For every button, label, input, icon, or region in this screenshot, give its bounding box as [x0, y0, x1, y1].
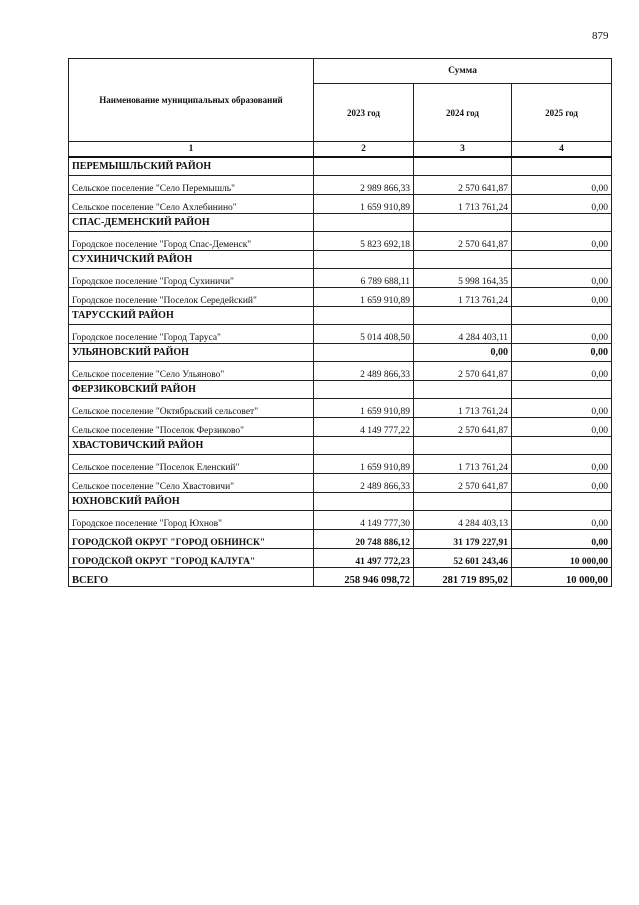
header-col-number: 2 — [314, 142, 414, 158]
cell-2025: 0,00 — [512, 362, 612, 381]
city-district-row — [69, 530, 612, 549]
cell-2025: 0,00 — [512, 195, 612, 214]
header-name-column: Наименование муниципальных образований — [69, 59, 314, 142]
cell-2024: 2 570 641,87 — [414, 176, 512, 195]
cell-2024: 2 570 641,87 — [414, 232, 512, 251]
table-body — [69, 157, 612, 587]
table-row — [69, 418, 612, 437]
cell-2025: 0,00 — [512, 511, 612, 530]
cell-2024: 4 284 403,13 — [414, 511, 512, 530]
cell-name: ХВАСТОВИЧСКИЙ РАЙОН — [69, 437, 314, 455]
cell-name: Сельское поселение "Село Ахлебинино" — [69, 195, 314, 214]
table-row — [69, 176, 612, 195]
district-header-row — [69, 214, 612, 232]
district-header-row — [69, 437, 612, 455]
cell-2023: 4 149 777,22 — [314, 418, 414, 437]
cell-name: ГОРОДСКОЙ ОКРУГ "ГОРОД КАЛУГА" — [69, 549, 314, 568]
cell-2025: 0,00 — [512, 288, 612, 307]
cell-2023 — [314, 437, 414, 455]
cell-2025: 10 000,00 — [512, 568, 612, 587]
cell-2025: 0,00 — [512, 232, 612, 251]
cell-name: Городское поселение "Город Спас-Деменск" — [69, 232, 314, 251]
cell-2023 — [314, 493, 414, 511]
cell-2025 — [512, 307, 612, 325]
header-col-number: 1 — [69, 142, 314, 158]
header-year-2024: 2024 год — [414, 84, 512, 142]
page-number: 879 — [592, 30, 609, 42]
cell-name: УЛЬЯНОВСКИЙ РАЙОН — [69, 344, 314, 362]
cell-2025 — [512, 493, 612, 511]
budget-table — [68, 58, 612, 587]
cell-name: Городское поселение "Город Юхнов" — [69, 511, 314, 530]
cell-2025: 0,00 — [512, 455, 612, 474]
header-sum: Сумма — [314, 59, 612, 84]
cell-2023 — [314, 307, 414, 325]
table-row — [69, 511, 612, 530]
cell-2023: 5 014 408,50 — [314, 325, 414, 344]
cell-2025: 0,00 — [512, 418, 612, 437]
cell-name: ТАРУССКИЙ РАЙОН — [69, 307, 314, 325]
cell-name: СУХИНИЧСКИЙ РАЙОН — [69, 251, 314, 269]
cell-name: Городское поселение "Город Таруса" — [69, 325, 314, 344]
cell-2025 — [512, 157, 612, 176]
cell-2024: 31 179 227,91 — [414, 530, 512, 549]
table-row — [69, 474, 612, 493]
cell-2024: 52 601 243,46 — [414, 549, 512, 568]
cell-2024: 1 713 761,24 — [414, 455, 512, 474]
cell-2025: 0,00 — [512, 474, 612, 493]
cell-2023: 2 489 866,33 — [314, 362, 414, 381]
cell-2023: 1 659 910,89 — [314, 455, 414, 474]
cell-2023 — [314, 381, 414, 399]
cell-name: ГОРОДСКОЙ ОКРУГ "ГОРОД ОБНИНСК" — [69, 530, 314, 549]
cell-name: Сельское поселение "Октябрьский сельсовет" — [69, 399, 314, 418]
district-header-row — [69, 344, 612, 362]
cell-2024: 0,00 — [414, 344, 512, 362]
district-header-row — [69, 251, 612, 269]
district-header-row — [69, 307, 612, 325]
cell-name: СПАС-ДЕМЕНСКИЙ РАЙОН — [69, 214, 314, 232]
cell-2025: 0,00 — [512, 530, 612, 549]
cell-2024: 281 719 895,02 — [414, 568, 512, 587]
cell-2023: 2 989 866,33 — [314, 176, 414, 195]
table-row — [69, 269, 612, 288]
cell-2023: 4 149 777,30 — [314, 511, 414, 530]
cell-2023 — [314, 214, 414, 232]
cell-2025: 0,00 — [512, 399, 612, 418]
cell-2023 — [314, 157, 414, 176]
table-row — [69, 288, 612, 307]
cell-2023 — [314, 344, 414, 362]
table-row — [69, 399, 612, 418]
cell-name: ВСЕГО — [69, 568, 314, 587]
cell-2024: 5 998 164,35 — [414, 269, 512, 288]
cell-2025 — [512, 381, 612, 399]
city-district-row — [69, 549, 612, 568]
cell-2024: 4 284 403,11 — [414, 325, 512, 344]
cell-2023: 5 823 692,18 — [314, 232, 414, 251]
cell-name: ФЕРЗИКОВСКИЙ РАЙОН — [69, 381, 314, 399]
cell-2024: 1 713 761,24 — [414, 399, 512, 418]
cell-2024 — [414, 307, 512, 325]
cell-name: Городское поселение "Поселок Середейский" — [69, 288, 314, 307]
district-header-row — [69, 381, 612, 399]
cell-2023: 20 748 886,12 — [314, 530, 414, 549]
cell-2023 — [314, 251, 414, 269]
cell-2025 — [512, 214, 612, 232]
cell-2024 — [414, 437, 512, 455]
cell-2024: 1 713 761,24 — [414, 288, 512, 307]
cell-name: Городское поселение "Город Сухиничи" — [69, 269, 314, 288]
cell-2024: 2 570 641,87 — [414, 362, 512, 381]
cell-name: ПЕРЕМЫШЛЬСКИЙ РАЙОН — [69, 157, 314, 176]
cell-2024 — [414, 493, 512, 511]
header-year-2023: 2023 год — [314, 84, 414, 142]
cell-2023: 41 497 772,23 — [314, 549, 414, 568]
cell-name: ЮХНОВСКИЙ РАЙОН — [69, 493, 314, 511]
cell-2024 — [414, 157, 512, 176]
cell-name: Сельское поселение "Поселок Еленский" — [69, 455, 314, 474]
cell-2025 — [512, 437, 612, 455]
cell-2025: 0,00 — [512, 325, 612, 344]
cell-2025: 10 000,00 — [512, 549, 612, 568]
cell-2023: 1 659 910,89 — [314, 288, 414, 307]
cell-2025 — [512, 251, 612, 269]
header-col-number: 3 — [414, 142, 512, 158]
cell-2024: 1 713 761,24 — [414, 195, 512, 214]
cell-name: Сельское поселение "Село Перемышль" — [69, 176, 314, 195]
cell-name: Сельское поселение "Село Ульяново" — [69, 362, 314, 381]
cell-2023: 1 659 910,89 — [314, 195, 414, 214]
table-header — [69, 59, 612, 158]
cell-2023: 2 489 866,33 — [314, 474, 414, 493]
cell-name: Сельское поселение "Село Хвастовичи" — [69, 474, 314, 493]
district-header-row — [69, 157, 612, 176]
cell-2024 — [414, 251, 512, 269]
cell-2025: 0,00 — [512, 176, 612, 195]
table-row — [69, 232, 612, 251]
table-row — [69, 455, 612, 474]
table-row — [69, 362, 612, 381]
cell-name: Сельское поселение "Поселок Ферзиково" — [69, 418, 314, 437]
cell-2023: 6 789 688,11 — [314, 269, 414, 288]
total-row — [69, 568, 612, 587]
header-col-number: 4 — [512, 142, 612, 158]
cell-2025: 0,00 — [512, 269, 612, 288]
district-header-row — [69, 493, 612, 511]
cell-2025: 0,00 — [512, 344, 612, 362]
table-row — [69, 195, 612, 214]
table-row — [69, 325, 612, 344]
header-year-2025: 2025 год — [512, 84, 612, 142]
cell-2023: 258 946 098,72 — [314, 568, 414, 587]
cell-2024: 2 570 641,87 — [414, 418, 512, 437]
cell-2024 — [414, 381, 512, 399]
cell-2023: 1 659 910,89 — [314, 399, 414, 418]
cell-2024 — [414, 214, 512, 232]
cell-2024: 2 570 641,87 — [414, 474, 512, 493]
